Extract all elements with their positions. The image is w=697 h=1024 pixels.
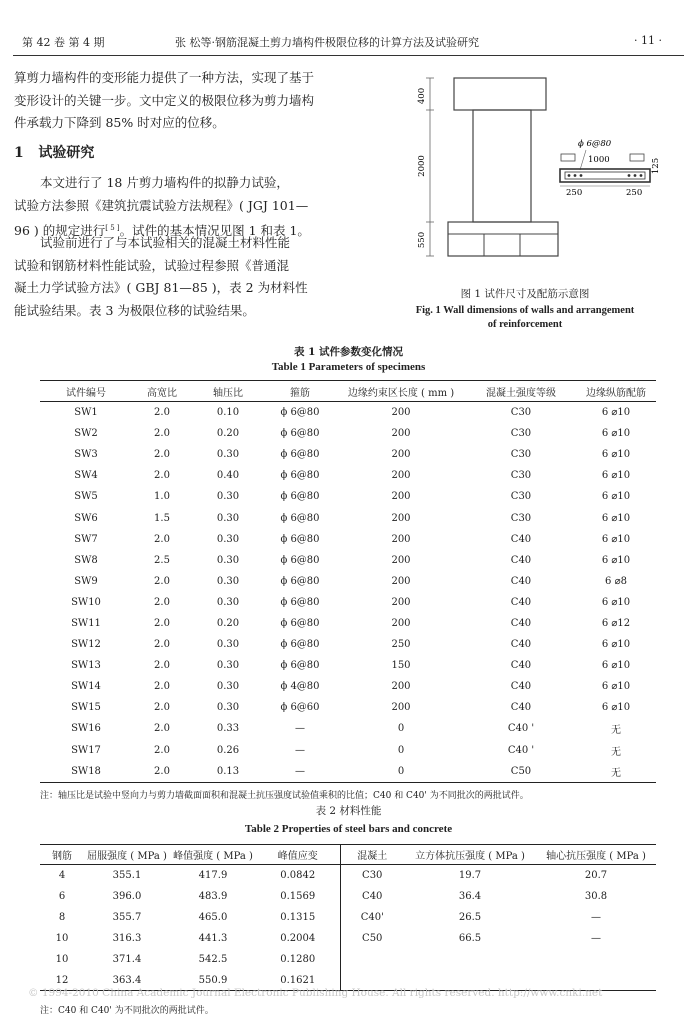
table-cell: 6 ⌀10 — [601, 639, 631, 651]
table-cell: C40 — [510, 639, 532, 651]
t2-header-strain: 峰值应变 — [256, 845, 340, 865]
table-cell: 0.13 — [216, 765, 240, 777]
table-cell: 2.0 — [154, 470, 170, 482]
table-cell: 200 — [391, 428, 411, 440]
table-cell: 6 ⌀10 — [601, 681, 631, 693]
table-cell: 无 — [611, 767, 621, 779]
table-cell — [536, 949, 656, 970]
t2-header-concrete: 混凝土 — [357, 851, 388, 862]
table-cell: SW6 — [74, 512, 98, 524]
table-cell: 2.0 — [154, 596, 170, 608]
table-cell: ϕ 6@80 — [280, 407, 320, 419]
dim-2000: 2000 — [417, 155, 427, 177]
table-cell: 0.30 — [216, 639, 240, 651]
table-cell: C40 — [510, 575, 532, 587]
table-cell: 0.30 — [216, 575, 240, 587]
stirrup-label: ϕ 6@80 — [578, 139, 612, 149]
table-cell: 2.0 — [154, 723, 170, 735]
table-cell: ϕ 6@80 — [280, 533, 320, 545]
table-cell: ϕ 6@80 — [280, 554, 320, 566]
journal-volume: 第 42 卷 第 4 期 — [22, 36, 105, 49]
table-cell: 363.4 — [112, 975, 142, 986]
table-cell: 2.0 — [154, 660, 170, 672]
table-cell: 200 — [391, 449, 411, 461]
table-cell: SW16 — [71, 723, 101, 735]
table-row — [40, 423, 656, 444]
table-cell: 0.26 — [216, 744, 240, 756]
table-cell: — — [591, 912, 601, 923]
table-cell: SW11 — [71, 617, 101, 629]
table-cell: 483.9 — [198, 891, 228, 902]
table-cell: ϕ 6@80 — [280, 617, 320, 629]
table-cell: 0 — [397, 723, 405, 735]
table-row — [40, 529, 656, 550]
table-cell: 0.30 — [216, 596, 240, 608]
table-cell — [340, 949, 404, 970]
figure-1 — [408, 66, 668, 276]
table-1-note: 注：轴压比是试验中竖向力与剪力墙截面面积和混凝土抗压强度试验值乘积的比值；C40 和 C40' 为不同批次的两批试件。 — [40, 791, 529, 801]
table-cell: SW17 — [71, 744, 101, 756]
wall-drawing — [408, 66, 668, 276]
table-cell: ϕ 6@80 — [280, 512, 320, 524]
table-cell: 200 — [391, 575, 411, 587]
t1-header-concrete: 混凝土强度等级 — [486, 387, 556, 399]
table-cell: C40 — [510, 554, 532, 566]
table-cell: 6 ⌀10 — [601, 596, 631, 608]
table-row — [40, 402, 656, 424]
table-2-caption-en: Table 2 Properties of steel bars and concrete — [244, 823, 453, 835]
t1-header-id: 试件编号 — [66, 387, 106, 399]
table-cell: 465.0 — [198, 912, 228, 923]
table-cell: 19.7 — [458, 870, 482, 881]
t2-header-yield: 屈服强度 ( MPa ) — [87, 851, 167, 862]
dim-250-left: 250 — [566, 188, 583, 198]
table-cell: 0.1315 — [256, 907, 340, 928]
table-cell: 355.7 — [112, 912, 142, 923]
t2-header-peak: 峰值强度 ( MPa ) — [173, 851, 253, 862]
table-cell: 无 — [611, 725, 621, 737]
table-cell: 6 ⌀10 — [601, 660, 631, 672]
running-title: 张 松等·钢筋混凝土剪力墙构件极限位移的计算方法及试验研究 — [175, 36, 479, 49]
table-cell: 0.30 — [216, 491, 240, 503]
table-row — [40, 465, 656, 486]
table-cell: 0.30 — [216, 681, 240, 693]
t1-header-aspect: 高宽比 — [147, 387, 177, 399]
table-cell: 200 — [391, 491, 411, 503]
table-cell: 6 ⌀10 — [601, 533, 631, 545]
table-cell: C40 ' — [507, 723, 535, 735]
table-cell: — — [295, 723, 305, 735]
table-cell: C40' — [360, 912, 384, 923]
table-cell: — — [591, 933, 601, 944]
table-cell: SW15 — [71, 702, 101, 714]
table-row — [40, 550, 656, 571]
dim-125: 125 — [651, 157, 661, 175]
table-cell: C40 — [510, 533, 532, 545]
table-cell: 0.30 — [216, 533, 240, 545]
table-cell: — — [295, 765, 305, 777]
t1-header-rebar: 边缘纵筋配筋 — [586, 387, 646, 399]
table-2 — [40, 844, 656, 991]
table-cell: 200 — [391, 512, 411, 524]
table-cell: 542.5 — [198, 954, 228, 965]
table-cell: 6 ⌀10 — [601, 512, 631, 524]
table-cell: 6 — [58, 891, 66, 902]
table-cell: 200 — [391, 681, 411, 693]
table-cell: 200 — [391, 533, 411, 545]
table-cell: ϕ 6@80 — [280, 428, 320, 440]
table-cell: 371.4 — [112, 954, 142, 965]
table-row — [40, 865, 656, 887]
table-cell: 0.0842 — [256, 865, 340, 887]
table-cell: 0.2004 — [256, 928, 340, 949]
table-cell: — — [295, 744, 305, 756]
table-row — [40, 886, 656, 907]
table-cell: 0.30 — [216, 512, 240, 524]
table-cell: C30 — [510, 491, 532, 503]
table-cell: 200 — [391, 407, 411, 419]
dim-250-right: 250 — [626, 188, 643, 198]
table-cell: 8 — [58, 912, 66, 923]
table-cell: 66.5 — [458, 933, 482, 944]
table-cell: 2.5 — [154, 554, 170, 566]
table-cell: 2.0 — [154, 407, 170, 419]
table-row — [40, 634, 656, 655]
table-row — [40, 486, 656, 507]
table-row — [40, 697, 656, 718]
table-cell: 无 — [611, 746, 621, 758]
table-1-caption-en: Table 1 Parameters of specimens — [271, 361, 426, 373]
table-row — [40, 592, 656, 613]
table-cell: SW1 — [74, 407, 98, 419]
table-cell: 6 ⌀10 — [601, 449, 631, 461]
table-cell: 0.40 — [216, 470, 240, 482]
table-cell: 2.0 — [154, 617, 170, 629]
t2-header-axial: 轴心抗压强度 ( MPa ) — [546, 851, 646, 862]
table-cell: ϕ 6@80 — [280, 491, 320, 503]
table-cell: C40 — [510, 660, 532, 672]
table-row — [40, 718, 656, 739]
table-cell: C30 — [510, 407, 532, 419]
table-cell: SW4 — [74, 470, 98, 482]
table-cell: 6 ⌀12 — [601, 617, 631, 629]
table-cell: 550.9 — [198, 975, 228, 986]
table-cell: 6 ⌀8 — [605, 575, 627, 587]
table-cell: 417.9 — [198, 870, 228, 881]
table-cell: C50 — [510, 765, 532, 777]
table-cell: 2.0 — [154, 533, 170, 545]
table-cell: 0.20 — [216, 428, 240, 440]
table-cell: 2.0 — [154, 681, 170, 693]
table-cell: C30 — [510, 428, 532, 440]
table-cell: 0.30 — [216, 449, 240, 461]
table-cell: C40 ' — [507, 744, 535, 756]
table-cell: 30.8 — [584, 891, 608, 902]
table-cell: 0.1621 — [256, 970, 340, 991]
table-cell: 0 — [397, 765, 405, 777]
table-cell: 26.5 — [458, 912, 482, 923]
table-cell: 150 — [391, 660, 411, 672]
paragraph-1: 本文进行了 18 片剪力墙构件的拟静力试验， 试验方法参照《建筑抗震试验方法规程》( JGJ 101— 96 ) 的规定进行[ 5 ]。试件的基本情况见图 1 和表 1。 — [14, 175, 310, 239]
table-cell: ϕ 6@80 — [280, 639, 320, 651]
section-heading: 1 试验研究 — [14, 145, 95, 161]
dim-550: 550 — [417, 231, 427, 249]
table-cell: 6 ⌀10 — [601, 491, 631, 503]
table-row — [40, 761, 656, 783]
table-cell: 200 — [391, 702, 411, 714]
dim-400: 400 — [417, 87, 427, 105]
t1-header-axial: 轴压比 — [213, 387, 243, 399]
table-cell: 200 — [391, 617, 411, 629]
table-cell: 441.3 — [198, 933, 228, 944]
table-row — [40, 571, 656, 592]
table-cell: C30 — [510, 512, 532, 524]
table-cell: SW5 — [74, 491, 98, 503]
table-cell: 396.0 — [112, 891, 142, 902]
table-row — [40, 444, 656, 465]
table-row — [40, 676, 656, 697]
table-cell: 6 ⌀10 — [601, 470, 631, 482]
table-cell: 0.33 — [216, 723, 240, 735]
table-cell: 10 — [55, 933, 69, 944]
table-cell: 2.0 — [154, 765, 170, 777]
table-row — [40, 613, 656, 634]
table-cell: 6 ⌀10 — [601, 702, 631, 714]
t2-header-cube: 立方体抗压强度 ( MPa ) — [415, 851, 525, 862]
table-cell: 1.5 — [154, 512, 170, 524]
t1-header-stirrup: 箍筋 — [290, 387, 310, 399]
table-cell: C40 — [510, 596, 532, 608]
table-cell: 0.10 — [216, 407, 240, 419]
table-cell: ϕ 6@80 — [280, 596, 320, 608]
table-cell: 200 — [391, 554, 411, 566]
figure-1-caption-en: Fig. 1 Wall dimensions of walls and arrangement of reinforcement — [415, 305, 635, 330]
table-1-caption-cn: 表 1 试件参数变化情况 — [293, 346, 404, 358]
table-cell: SW14 — [71, 681, 101, 693]
table-row — [40, 907, 656, 928]
table-cell: C30 — [510, 449, 532, 461]
table-row — [40, 928, 656, 949]
table-cell — [404, 949, 536, 970]
table-cell: 0 — [397, 744, 405, 756]
watermark: © 1994-2010 China Academic Journal Electronic Publishing House. All rights reserved. http://www.cnki.net — [28, 987, 603, 999]
table-cell: 10 — [55, 954, 69, 965]
header-rule — [13, 55, 684, 56]
table-cell: 0.20 — [216, 617, 240, 629]
table-cell: 12 — [55, 975, 69, 986]
table-cell: C30 — [362, 870, 383, 881]
table-cell: C40 — [510, 702, 532, 714]
table-cell: 36.4 — [458, 891, 482, 902]
intro-paragraph: 算剪力墙构件的变形能力提供了一种方法，实现了基于 变形设计的关键一步。文中定义的极限位移为剪力墙构 件承载力下降到 85% 时对应的位移。 — [14, 70, 315, 130]
table-cell: ϕ 6@80 — [280, 575, 320, 587]
t1-header-boundary: 边缘约束区长度 ( mm ) — [347, 387, 455, 399]
table-row — [40, 949, 656, 970]
table-cell: 0.30 — [216, 554, 240, 566]
figure-1-caption-cn: 图 1 试件尺寸及配筋示意图 — [460, 288, 590, 300]
table-cell: ϕ 6@80 — [280, 660, 320, 672]
table-cell: SW12 — [71, 639, 101, 651]
table-cell: SW7 — [74, 533, 98, 545]
table-row — [40, 655, 656, 676]
table-cell: ϕ 6@60 — [280, 702, 320, 714]
table-cell: 6 ⌀10 — [601, 554, 631, 566]
table-cell: 20.7 — [584, 870, 608, 881]
table-cell: SW13 — [71, 660, 101, 672]
table-1 — [40, 380, 656, 783]
table-cell: 2.0 — [154, 744, 170, 756]
table-cell: 316.3 — [112, 933, 142, 944]
table-cell: ϕ 6@80 — [280, 449, 320, 461]
dim-1000: 1000 — [588, 155, 610, 165]
table-cell: SW9 — [74, 575, 98, 587]
table-cell: 200 — [391, 470, 411, 482]
paragraph-2: 试验前进行了与本试验相关的混凝土材料性能 试验和钢筋材料性能试验，试验过程参照《普通混 凝土力学试验方法》( GBJ 81—85 )，表 2 为材料性 能试验结果。表 3 为极限位移的试验结果。 — [14, 235, 308, 318]
table-cell: 1.0 — [154, 491, 170, 503]
table-cell: 0.1569 — [256, 886, 340, 907]
table-cell: SW10 — [71, 596, 101, 608]
table-cell: SW8 — [74, 554, 98, 566]
table-cell: 0.30 — [216, 702, 240, 714]
table-row — [40, 740, 656, 761]
table-cell: SW2 — [74, 428, 98, 440]
table-cell: 2.0 — [154, 428, 170, 440]
table-cell: 2.0 — [154, 702, 170, 714]
table-cell: ϕ 6@80 — [280, 470, 320, 482]
table-cell: C40 — [510, 617, 532, 629]
table-cell: 0.1280 — [256, 949, 340, 970]
table-cell: C40 — [362, 891, 383, 902]
table-cell: SW18 — [71, 765, 101, 777]
table-cell: C50 — [362, 933, 383, 944]
table-cell: SW3 — [74, 449, 98, 461]
table-cell: 6 ⌀10 — [601, 407, 631, 419]
table-cell: C30 — [510, 470, 532, 482]
table-2-caption-cn: 表 2 材料性能 — [315, 805, 382, 817]
t2-header-bar: 钢筋 — [52, 851, 72, 862]
table-cell: 4 — [58, 870, 66, 881]
table-cell: 2.0 — [154, 575, 170, 587]
table-cell: C40 — [510, 681, 532, 693]
table-cell: ϕ 4@80 — [280, 681, 320, 693]
table-cell: 6 ⌀10 — [601, 428, 631, 440]
table-2-note: 注：C40 和 C40' 为不同批次的两批试件。 — [40, 1006, 214, 1016]
table-cell: 200 — [391, 596, 411, 608]
table-cell: 2.0 — [154, 449, 170, 461]
page-number: · 11 · — [634, 34, 662, 47]
table-cell: 2.0 — [154, 639, 170, 651]
table-cell: 250 — [391, 639, 411, 651]
table-cell: 0.30 — [216, 660, 240, 672]
table-row — [40, 507, 656, 528]
table-cell: 355.1 — [112, 870, 142, 881]
